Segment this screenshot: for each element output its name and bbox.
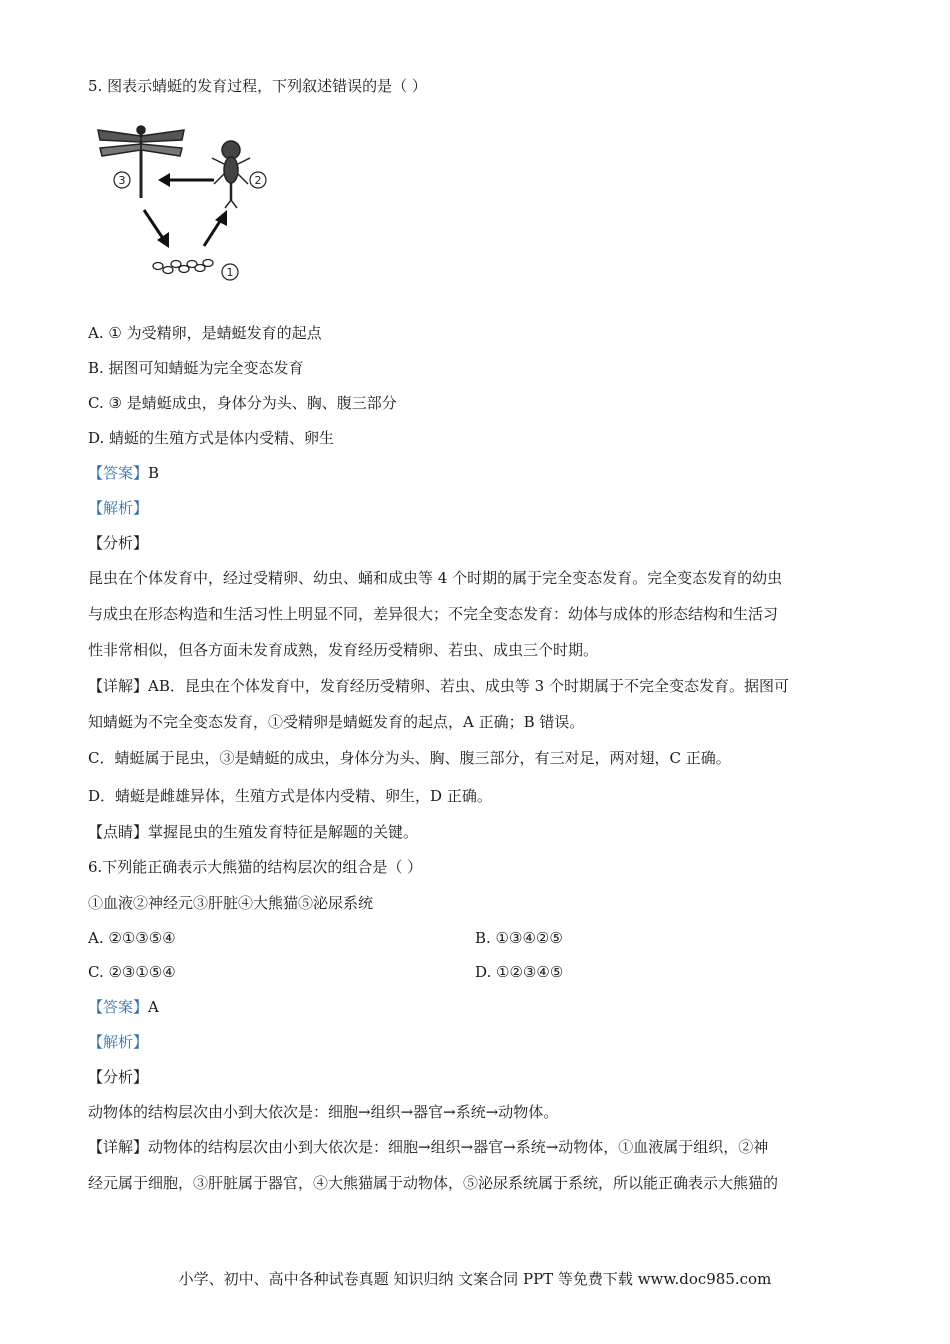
label-3-image <box>114 172 130 188</box>
answer-tag: 【答案】 <box>88 464 149 482</box>
q5-dianjing <box>88 822 418 842</box>
q6-fenxi: 动物体的结构层次由小到大依次是：细胞→组织→器官→系统→动物体。 <box>88 1103 559 1121</box>
q5-jiexi-tag: 【解析】 <box>88 499 149 517</box>
q5-fenxi-line-1: 昆虫在个体发育中，经过受精卵、幼虫、蛹和成虫等 4 个时期的属于完全变态发育。完全变态发育的幼虫 <box>88 569 783 587</box>
q6-answer <box>88 997 159 1017</box>
q5-option-b: B. 据图可知蜻蜓为完全变态发育 <box>88 359 304 377</box>
q5-xiangjie-line-1 <box>88 676 789 696</box>
q6-option-c: C. ②③①⑤④ <box>88 963 176 981</box>
q6-option-b: B. ①③④②⑤ <box>475 929 563 947</box>
q6-fenxi-tag: 【分析】 <box>88 1068 149 1086</box>
q5-xiangjie-line-3: C．蜻蜓属于昆虫，③是蜻蜓的成虫，身体分为头、胸、腹三部分，有三对足，两对翅，C 正确。 <box>88 749 731 767</box>
arrow-nymph-to-adult <box>158 173 214 187</box>
q5-option-a: A. ① 为受精卵，是蜻蜓发育的起点 <box>88 324 322 342</box>
q5-stem: 5. 图表示蜻蜓的发育过程，下列叙述错误的是（ ） <box>88 77 427 95</box>
arrow-adult-to-eggs <box>144 210 169 248</box>
xiangjie-tag: 【详解】 <box>88 1138 149 1156</box>
dragonfly-lifecycle-figure <box>86 118 286 288</box>
label-1-image <box>222 264 238 280</box>
dianjing-tag: 【点睛】 <box>88 823 149 841</box>
q5-option-c: C. ③ 是蜻蜓成虫，身体分为头、胸、腹三部分 <box>88 394 397 412</box>
answer-value: B <box>148 464 160 482</box>
answer-tag: 【答案】 <box>88 998 149 1016</box>
q6-jiexi-tag: 【解析】 <box>88 1033 149 1051</box>
q6-option-d: D. ①②③④⑤ <box>475 963 564 981</box>
q6-option-a: A. ②①③⑤④ <box>88 929 176 947</box>
arrow-eggs-to-nymph <box>204 210 227 246</box>
xiangjie-text: AB．昆虫在个体发育中，发育经历受精卵、若虫、成虫等 3 个时期属于不完全变态发育。据图可 <box>148 677 789 695</box>
dianjing-text: 掌握昆虫的生殖发育特征是解题的关键。 <box>148 823 419 841</box>
q5-answer <box>88 463 159 483</box>
q5-fenxi-tag: 【分析】 <box>88 534 149 552</box>
adult-dragonfly-image <box>98 126 184 198</box>
q5-xiangjie-line-2: 知蜻蜓为不完全变态发育，①受精卵是蜻蜓发育的起点，A 正确；B 错误。 <box>88 713 585 731</box>
q6-xiangjie-line-2: 经元属于细胞，③肝脏属于器官，④大熊猫属于动物体，⑤泌尿系统属于系统，所以能正确表示大熊猫的 <box>88 1174 779 1192</box>
eggs-image <box>153 260 213 274</box>
q6-items: ①血液②神经元③肝脏④大熊猫⑤泌尿系统 <box>88 894 374 912</box>
svg-text:2: 2 <box>254 174 262 187</box>
label-2-image <box>250 172 266 188</box>
nymph-image <box>212 141 250 208</box>
xiangjie-tag: 【详解】 <box>88 677 149 695</box>
q5-option-d: D. 蜻蜓的生殖方式是体内受精、卵生 <box>88 429 335 447</box>
xiangjie-text: 动物体的结构层次由小到大依次是：细胞→组织→器官→系统→动物体，①血液属于组织，②神 <box>148 1138 769 1156</box>
q5-xiangjie-line-4: D．蜻蜓是雌雄异体，生殖方式是体内受精、卵生，D 正确。 <box>88 787 492 805</box>
q6-xiangjie-line-1 <box>88 1137 768 1157</box>
answer-value: A <box>148 998 159 1016</box>
svg-text:3: 3 <box>118 174 126 187</box>
page-footer: 小学、初中、高中各种试卷真题 知识归纳 文案合同 PPT 等免费下载 www.doc985.com <box>178 1270 772 1288</box>
q6-stem: 6.下列能正确表示大熊猫的结构层次的组合是（ ） <box>88 858 423 876</box>
svg-text:1: 1 <box>226 266 234 279</box>
q5-fenxi-line-3: 性非常相似，但各方面未发育成熟，发育经历受精卵、若虫、成虫三个时期。 <box>88 641 599 659</box>
q5-fenxi-line-2: 与成虫在形态构造和生活习性上明显不同，差异很大；不完全变态发育：幼体与成体的形态结构和生活习 <box>88 605 779 623</box>
